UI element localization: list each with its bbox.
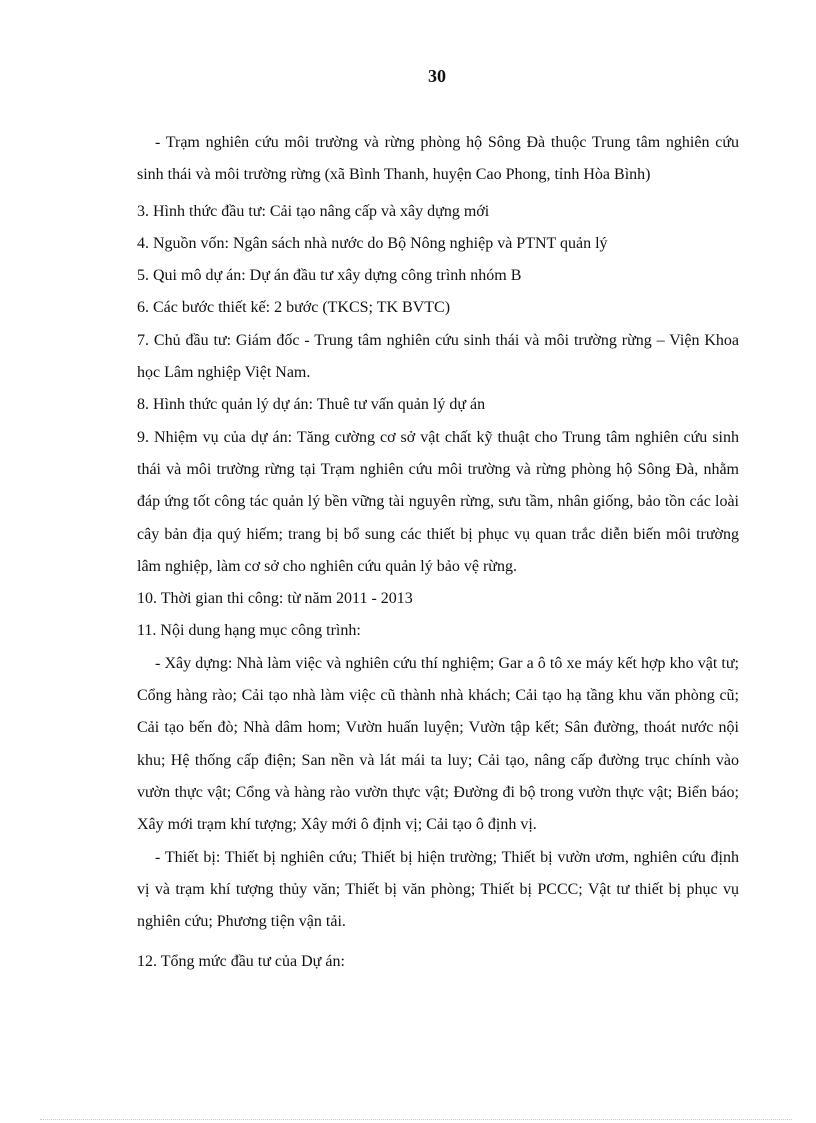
page-bottom-divider — [40, 1119, 792, 1120]
paragraph-construction-items: - Xây dựng: Nhà làm việc và nghiên cứu thí nghiệm; Gar a ô tô xe máy kết hợp kho vật tư; Cổng hàng rào; Cải tạo nhà làm việc cũ thành nhà khách; Cải tạo hạ tầng khu văn phòng cũ; Cải tạo bến đò; Nhà dâm hom; Vườn huấn luyện; Vườn tập kết; Sân đường, thoát nước nội khu; Hệ thống cấp điện; San nền và lát mái ta luy; Cải tạo, nâng cấp đường trục chính vào vườn thực vật; Cổng và hàng rào vườn thực vật; Đường đi bộ trong vườn thực vật; Biển báo; Xây mới trạm khí tượng; Xây mới ô định vị; Cải tạo ô định vị. — [137, 654, 739, 834]
paragraph-capital-source: 4. Nguồn vốn: Ngân sách nhà nước do Bộ Nông nghiệp và PTNT quản lý — [137, 234, 608, 252]
paragraph-design-steps: 6. Các bước thiết kế: 2 bước (TKCS; TK BVTC) — [137, 299, 451, 317]
paragraph-equipment-items: - Thiết bị: Thiết bị nghiên cứu; Thiết bị hiện trường; Thiết bị vườn ươm, nghiên cứu định vị và trạm khí tượng thủy văn; Thiết bị văn phòng; Thiết bị PCCC; Vật tư thiết bị phục vụ nghiên cứu; Phương tiện vận tải. — [137, 848, 739, 931]
paragraph-investment-form: 3. Hình thức đầu tư: Cải tạo nâng cấp và xây dựng mới — [137, 202, 490, 220]
paragraph-project-tasks: 9. Nhiệm vụ của dự án: Tăng cường cơ sở vật chất kỹ thuật cho Trung tâm nghiên cứu sinh thái và môi trường rừng tại Trạm nghiên cứu môi trường và rừng phòng hộ Sông Đà, nhằm đáp ứng tốt công tác quản lý bền vững tài nguyên rừng, sưu tầm, nhân giống, bảo tồn các loài cây bản địa quý hiếm; trang bị bổ sung các thiết bị phục vụ quan trắc diễn biến môi trường lâm nghiệp, làm cơ sở cho nghiên cứu quản lý bảo vệ rừng. — [137, 428, 739, 575]
paragraph-management-form: 8. Hình thức quản lý dự án: Thuê tư vấn quản lý dự án — [137, 396, 486, 414]
paragraph-total-investment: 12. Tổng mức đầu tư của Dự án: — [137, 953, 345, 971]
paragraph-project-scale: 5. Qui mô dự án: Dự án đầu tư xây dựng công trình nhóm B — [137, 267, 522, 285]
paragraph-work-items-heading: 11. Nội dung hạng mục công trình: — [137, 622, 361, 640]
document-body — [137, 127, 739, 979]
paragraph-station-location: - Trạm nghiên cứu môi trường và rừng phòng hộ Sông Đà thuộc Trung tâm nghiên cứu sinh thái và môi trường rừng (xã Bình Thanh, huyện Cao Phong, tỉnh Hòa Bình) — [137, 134, 739, 184]
paragraph-construction-time: 10. Thời gian thi công: từ năm 2011 - 2013 — [137, 590, 413, 608]
page-number: 30 — [428, 66, 446, 86]
paragraph-investor: 7. Chủ đầu tư: Giám đốc - Trung tâm nghiên cứu sinh thái và môi trường rừng – Viện Khoa học Lâm nghiệp Việt Nam. — [137, 331, 739, 382]
